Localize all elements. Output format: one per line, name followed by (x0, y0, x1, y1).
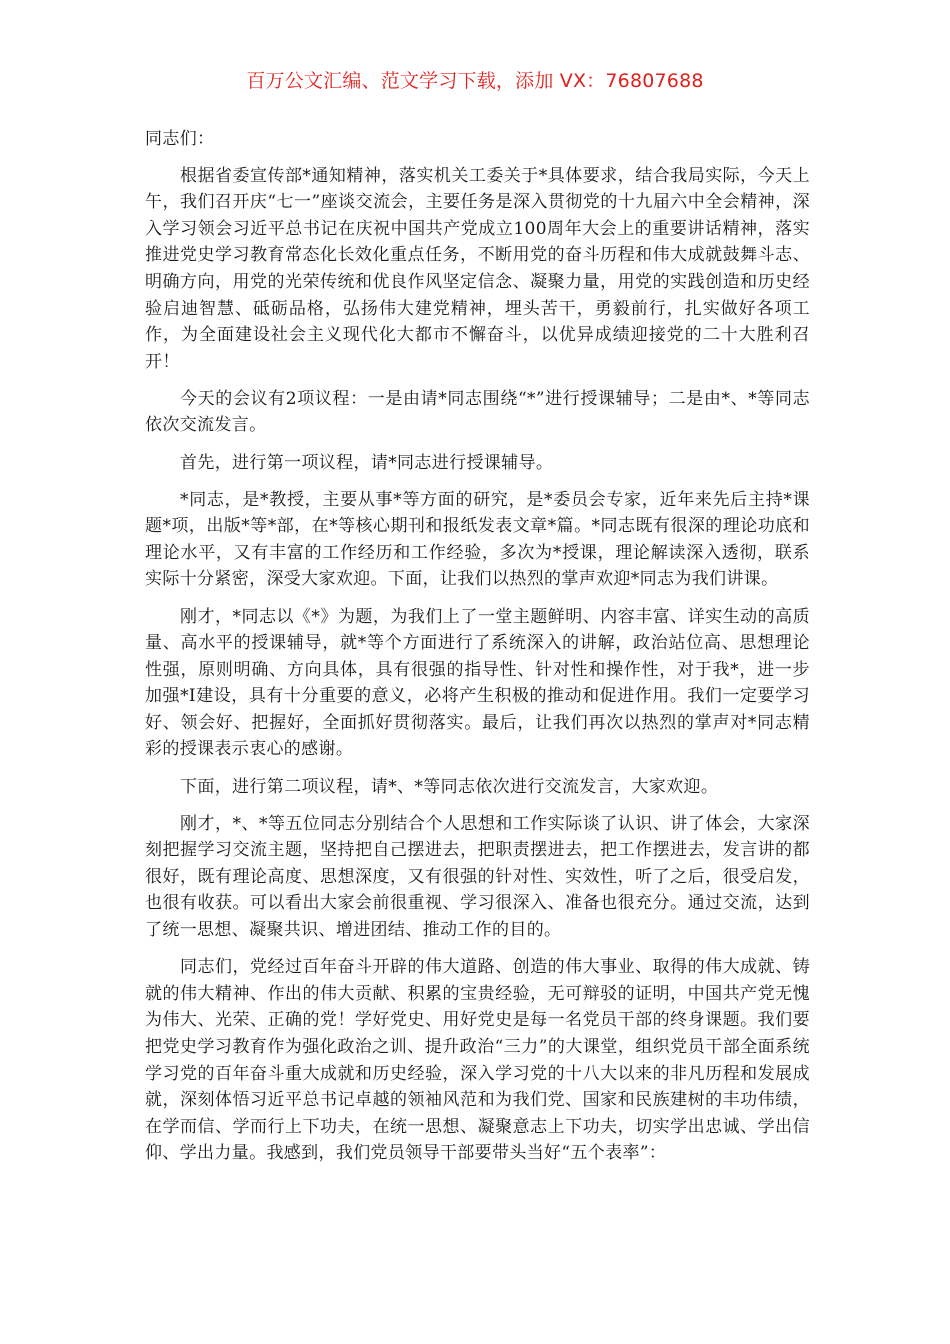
paragraph-4: *同志，是*教授，主要从事*等方面的研究，是*委员会专家，近年来先后主持*课题*项，出版*等*部，在*等核心期刊和报纸发表文章*篇。*同志既有很深的理论功底和理论水平，又有丰富的工作经历和工作经验，多次为*授课，理论解读深入透彻，联系实际十分紧密，深受大家欢迎。下面，让我们以热烈的掌声欢迎*同志为我们讲课。 (145, 489, 810, 590)
paragraph-5: 刚才，*同志以《*》为题，为我们上了一堂主题鲜明、内容丰富、详实生动的高质量、高水平的授课辅导，就*等个方面进行了系统深入的讲解，政治站位高、思想理论性强，原则明确、方向具体，具有很强的指导性、针对性和操作性，对于我*，进一步加强*I建设，具有十分重要的意义，必将产生积极的推动和促进作用。我们一定要学习好、领会好、把握好，全面抓好贯彻落实。最后，让我们再次以热烈的掌声对*同志精彩的授课表示衷心的感谢。 (145, 606, 810, 760)
ad-banner: 百万公文汇编、范文学习下载，添加 VX：76807688 (246, 70, 704, 92)
paragraph-6: 下面，进行第二项议程，请*、*等同志依次进行交流发言，大家欢迎。 (180, 776, 719, 797)
paragraph-2: 今天的会议有2项议程：一是由请*同志围绕“*”进行授课辅导；二是由*、*等同志依次交流发言。 (145, 388, 810, 436)
paragraph-8: 同志们，党经过百年奋斗开辟的伟大道路、创造的伟大事业、取得的伟大成就、铸就的伟大精神、作出的伟大贡献、积累的宝贵经验，无可辩驳的证明，中国共产党无愧为伟大、光荣、正确的党！学好党史、用好党史是每一名党员干部的终身课题。我们要把党史学习教育作为强化政治之训、提升政治“三力”的大课堂，组织党员干部全面系统学习党的百年奋斗重大成就和历史经验，深入学习党的十八大以来的非凡历程和发展成就，深刻体悟习近平总书记卓越的领袖风范和为我们党、国家和民族建树的丰功伟绩，在学而信、学而行上下功夫，在统一思想、凝聚意志上下功夫，切实学出忠诚、学出信仰、学出力量。我感到，我们党员领导干部要带头当好“五个表率”： (145, 957, 810, 1164)
salutation: 同志们： (145, 129, 215, 149)
paragraph-1: 根据省委宣传部*通知精神，落实机关工委关于*具体要求，结合我局实际，今天上午，我们召开庆“七一”座谈交流会，主要任务是深入贯彻党的十九届六中全会精神，深入学习领会习近平总书记在庆祝中国共产党成立100周年大会上的重要讲话精神，落实推进党史学习教育常态化长效化重点任务，不断用党的奋斗历程和伟大成就鼓舞斗志、明确方向，用党的光荣传统和优良作风坚定信念、凝聚力量，用党的实践创造和历史经验启迪智慧、砥砺品格，弘扬伟大建党精神，埋头苦干，勇毅前行，扎实做好各项工作，为全面建设社会主义现代化大都市不懈奋斗，以优异成绩迎接党的二十大胜利召开！ (145, 165, 810, 372)
paragraph-3: 首先，进行第一项议程，请*同志进行授课辅导。 (180, 452, 554, 473)
document-body (145, 126, 810, 1177)
paragraph-7: 刚才，*、*等五位同志分别结合个人思想和工作实际谈了认识、讲了体会，大家深刻把握学习交流主题，坚持把自己摆进去，把职责摆进去，把工作摆进去，发言讲的都很好，既有理论高度、思想深度，又有很强的针对性、实效性，听了之后，很受启发，也很有收获。可以看出大家会前很重视、学习很深入、准备也很充分。通过交流，达到了统一思想、凝聚共识、增进团结、推动工作的目的。 (145, 813, 810, 941)
